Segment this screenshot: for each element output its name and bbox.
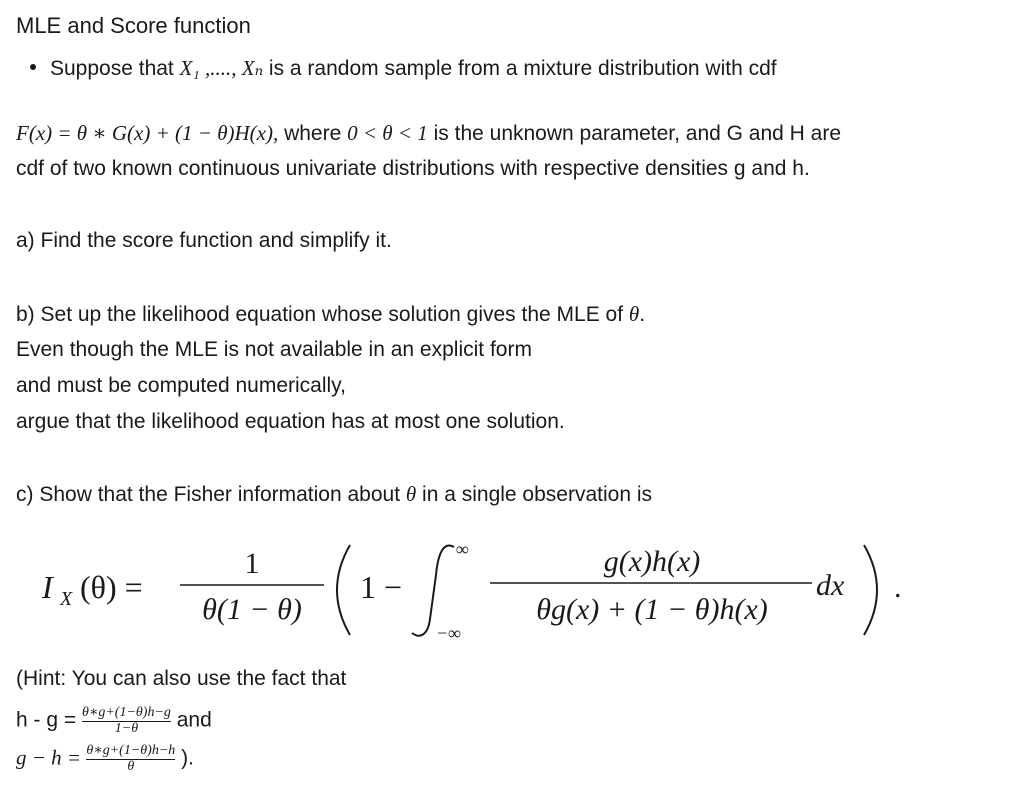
fisher-lhs-arg: (θ) = (80, 569, 143, 605)
coef-numerator: 1 (244, 547, 260, 580)
bullet-prefix: Suppose that (50, 57, 180, 80)
part-c-text: c) Show that the Fisher information about (16, 483, 406, 506)
theta-range: 0 < θ < 1 (347, 121, 428, 145)
part-b-period: . (639, 303, 646, 326)
part-b-text: b) Set up the likelihood equation whose solution gives the MLE of (16, 303, 629, 326)
left-paren (337, 545, 350, 635)
fisher-information-formula (42, 535, 942, 645)
cdf-definition (16, 121, 841, 146)
hint-line2 (16, 706, 212, 736)
coef-denominator: θ(1 − θ) (202, 593, 302, 626)
integral-lower: −∞ (436, 623, 461, 643)
bullet-suffix: is a random sample from a mixture distribution with cdf (263, 57, 777, 80)
bullet-item (30, 56, 777, 81)
hint2-numerator: θ∗g+(1−θ)h−g (81, 705, 171, 720)
part-b-line3: and must be computed numerically, (16, 374, 346, 397)
hint2-lhs: h - g = (16, 708, 82, 732)
cdf-rest: is the unknown parameter, and G and H are (427, 122, 842, 145)
hint3-end: ). (175, 746, 194, 770)
cdf-formula: F(x) = θ ∗ G(x) + (1 − θ)H(x), (16, 121, 279, 145)
hint2-denominator: 1−θ (114, 720, 139, 736)
hint3-lhs: g − h = (16, 745, 87, 770)
differential-dx: dx (816, 569, 845, 602)
integral-upper: ∞ (456, 539, 469, 559)
part-b-line4: argue that the likelihood equation has at most one solution. (16, 410, 565, 433)
hint3-fraction (86, 744, 175, 774)
part-c-question (16, 482, 652, 507)
hint2-end: and (170, 708, 212, 732)
hint2-fraction (82, 706, 171, 736)
right-paren (864, 545, 877, 635)
hint-line3 (16, 744, 194, 774)
fisher-lhs: I (42, 569, 53, 605)
hint3-denominator: θ (127, 758, 135, 774)
part-b-line2: Even though the MLE is not available in an explicit form (16, 338, 532, 361)
theta-symbol: θ (405, 482, 417, 506)
part-c-rest: in a single observation is (416, 483, 653, 506)
sample-vars: X₁ ,...., Xₙ (179, 56, 264, 80)
fisher-lhs-sub: X (60, 588, 73, 610)
cdf-where: where (278, 122, 348, 145)
bullet-dot-icon (30, 64, 36, 70)
integrand-denominator: θg(x) + (1 − θ)h(x) (536, 593, 768, 626)
cdf-definition-line2: cdf of two known continuous univariate distributions with respective densities g and h. (16, 157, 810, 180)
hint-line1: (Hint: You can also use the fact that (16, 667, 347, 690)
integrand-numerator: g(x)h(x) (603, 545, 701, 578)
part-a-question: a) Find the score function and simplify it. (16, 229, 392, 252)
part-b-line1 (16, 302, 645, 327)
one-minus: 1 − (360, 569, 403, 605)
theta-symbol: θ (628, 302, 640, 326)
fisher-end-period: . (894, 571, 902, 604)
hint3-numerator: θ∗g+(1−θ)h−h (86, 743, 176, 758)
page-title: MLE and Score function (16, 13, 251, 38)
